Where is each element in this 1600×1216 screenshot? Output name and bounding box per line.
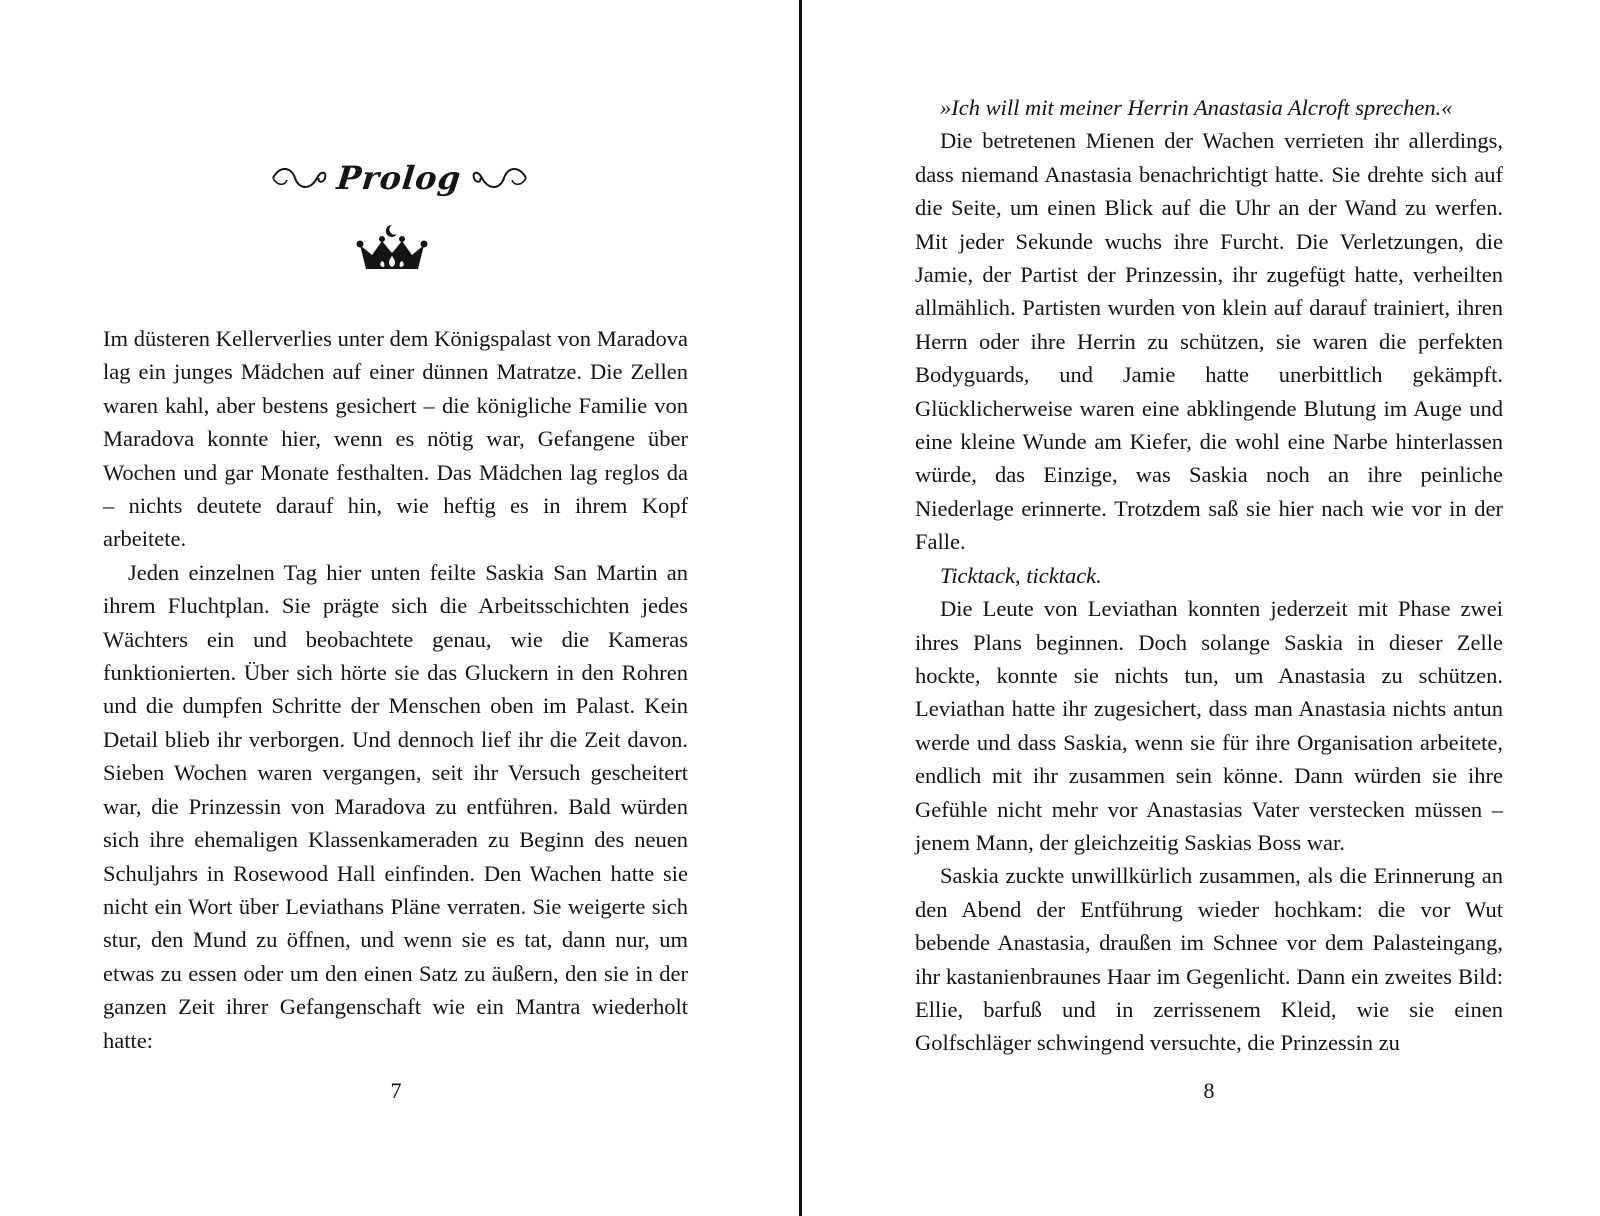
ticktack-line: Ticktack, ticktack. <box>940 562 1102 588</box>
page-number-right: 8 <box>1203 1078 1215 1103</box>
flourish-left-icon <box>269 164 329 192</box>
page-number-left: 7 <box>390 1078 402 1103</box>
paragraph: Saskia zuckte unwillkürlich zusammen, als die Erinnerung an den Abend der Entführung wieder hochkam: die vor Wut bebende Anastasia, draußen im Schnee vor dem Palasteingang, ihr kastanienbraunes Haar im Gegenlicht. Dann ein zweites Bild: Ellie, barfuß und in zerrissenem Kleid, wie sie einen Golfschläger schwingend versuchte, die Prinzessin zu <box>915 863 1503 1056</box>
paragraph: Die betretenen Mienen der Wachen verrieten ihr allerdings, dass niemand Anastasia benachrichtigt hatte. Sie drehte sich auf die Seite, um einen Blick auf die Uhr an der Wand zu werfen. Mit jeder Sekunde wuchs ihre Furcht. Die Verletzungen, die Jamie, der Partist der Prinzessin, ihr zugefügt hatte, verheilten allmählich. Partisten wurden von klein auf darauf trainiert, ihren Herrn oder ihre Herrin zu schützen, sie waren die perfekten Bodyguards, und Jamie hatte unerbittlich gekämpft. Glücklicherweise waren eine abklingende Blutung im Auge und eine kleine Wunde am Kiefer, die wohl eine Narbe hinterlassen würde, das Einzige, was Saskia noch an ihre peinliche Niederlage erinnerte. Trotzdem saß sie hier nach wie vor in der Falle. <box>915 128 1503 555</box>
left-page <box>0 0 799 1216</box>
right-page <box>802 0 1600 1216</box>
quote-line: »Ich will mit meiner Herrin Anastasia Alcroft sprechen.« <box>940 95 1453 120</box>
paragraph: Jeden einzelnen Tag hier unten feilte Saskia San Martin an ihrem Fluchtplan. Sie prägte sich die Arbeitsschichten jedes Wächters ein und beobachtete genau, wie die Kameras funktionierten. Über sich hörte sie das Gluckern in den Rohren und die dumpfen Schritte der Menschen oben im Palast. Kein Detail blieb ihr verborgen. Und dennoch lief ihr die Zeit davon. Sieben Wochen waren vergangen, seit ihr Versuch gescheitert war, die Prinzessin von Maradova zu entführen. Bald würden sich ihre ehemaligen Klassenkameraden zu Beginn des neuen Schuljahrs in Rosewood Hall einfinden. Den Wachen hatte sie nicht ein Wort über Leviathans Pläne verraten. Sie weigerte sich stur, den Mund zu öffnen, und wenn sie es tat, dann nur, um etwas zu essen oder um den einen Satz zu äußern, den sie in der ganzen Zeit ihrer Gefangenschaft wie ein Mantra wiederholt hatte: <box>103 559 688 1053</box>
paragraph: Die Leute von Leviathan konnten jederzeit mit Phase zwei ihres Plans beginnen. Doch solange Saskia in dieser Zelle hockte, konnte sie nichts tun, um Anastasia zu schützen. Leviathan hatte ihr zugesichert, dass man Anastasia nichts antun werde und dass Saskia, wenn sie für ihre Organisation arbeitete, endlich mit ihr zusammen sein könne. Dann würden sie ihre Gefühle nicht mehr vor Anastasias Vater verstecken müssen – jenem Mann, der gleichzeitig Saskias Boss war. <box>915 596 1503 855</box>
paragraph: Im düsteren Kellerverlies unter dem Königspalast von Maradova lag ein junges Mädchen auf einer dünnen Matratze. Die Zellen waren kahl, aber bestens gesichert – die königliche Familie von Maradova konnte hier, wenn es nötig war, Gefangene über Wochen und gar Monate festhalten. Das Mädchen lag reglos da – nichts deutete darauf hin, wie heftig es in ihrem Kopf arbeitete. <box>103 326 688 552</box>
left-body-text <box>103 322 688 1057</box>
crown-icon <box>356 223 428 275</box>
right-body-text <box>915 91 1503 1060</box>
flourish-right-icon <box>470 164 530 192</box>
chapter-title: Prolog <box>335 159 464 197</box>
chapter-heading <box>0 148 799 208</box>
